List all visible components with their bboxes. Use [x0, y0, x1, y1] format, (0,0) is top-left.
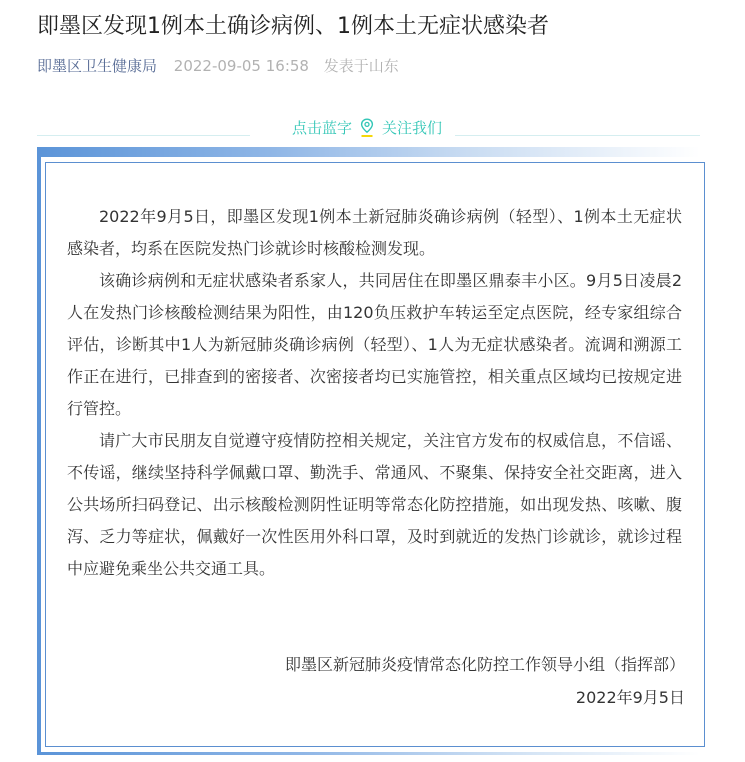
signoff-organization: 即墨区新冠肺炎疫情常态化防控工作领导小组（指挥部） — [284, 655, 685, 674]
follow-prompt-right-text: 关注我们 — [382, 119, 443, 137]
follow-prompt-left-text: 点击蓝字 — [292, 119, 353, 137]
location-pin-icon — [360, 118, 374, 138]
follow-banner[interactable] — [37, 114, 700, 142]
frame-top-gradient-bar — [37, 147, 700, 157]
frame-left-border — [37, 157, 41, 755]
article-meta — [37, 56, 399, 76]
signoff-date: 2022年9月5日 — [575, 688, 685, 707]
signoff — [285, 648, 685, 714]
paragraph: 2022年9月5日，即墨区发现1例本土新冠肺炎确诊病例（轻型）、1例本土无症状感染者，均系在医院发热门诊就诊时核酸检测发现。 — [67, 207, 682, 258]
publish-location: 发表于山东 — [323, 57, 399, 75]
banner-divider-right — [455, 135, 700, 136]
article-title: 即墨区发现1例本土确诊病例、1例本土无症状感染者 — [37, 14, 549, 39]
article-body — [67, 201, 682, 585]
publish-datetime: 2022-09-05 16:58 — [173, 57, 309, 75]
frame-bottom-border — [37, 752, 700, 755]
paragraph: 该确诊病例和无症状感染者系家人，共同居住在即墨区鼎泰丰小区。9月5日凌晨2人在发热门诊核酸检测结果为阳性，由120负压救护车转运至定点医院，经专家组综合评估，诊断其中1人为新冠肺炎确诊病例（轻型）、1人为无症状感染者。流调和溯源工作正在进行，已排查到的密接者、次密接者均已实施管控，相关重点区域均已按规定进行管控。 — [67, 271, 682, 418]
author-link[interactable]: 即墨区卫生健康局 — [37, 57, 158, 75]
paragraph: 请广大市民朋友自觉遵守疫情防控相关规定，关注官方发布的权威信息，不信谣、不传谣，继续坚持科学佩戴口罩、勤洗手、常通风、不聚集、保持安全社交距离，进入公共场所扫码登记、出示核酸检测阴性证明等常态化防控措施，如出现发热、咳嗽、腹泻、乏力等症状，佩戴好一次性医用外科口罩，及时到就近的发热门诊就诊，就诊过程中应避免乘坐公共交通工具。 — [67, 431, 682, 578]
banner-divider-left — [37, 135, 250, 136]
follow-prompt[interactable] — [292, 118, 442, 138]
